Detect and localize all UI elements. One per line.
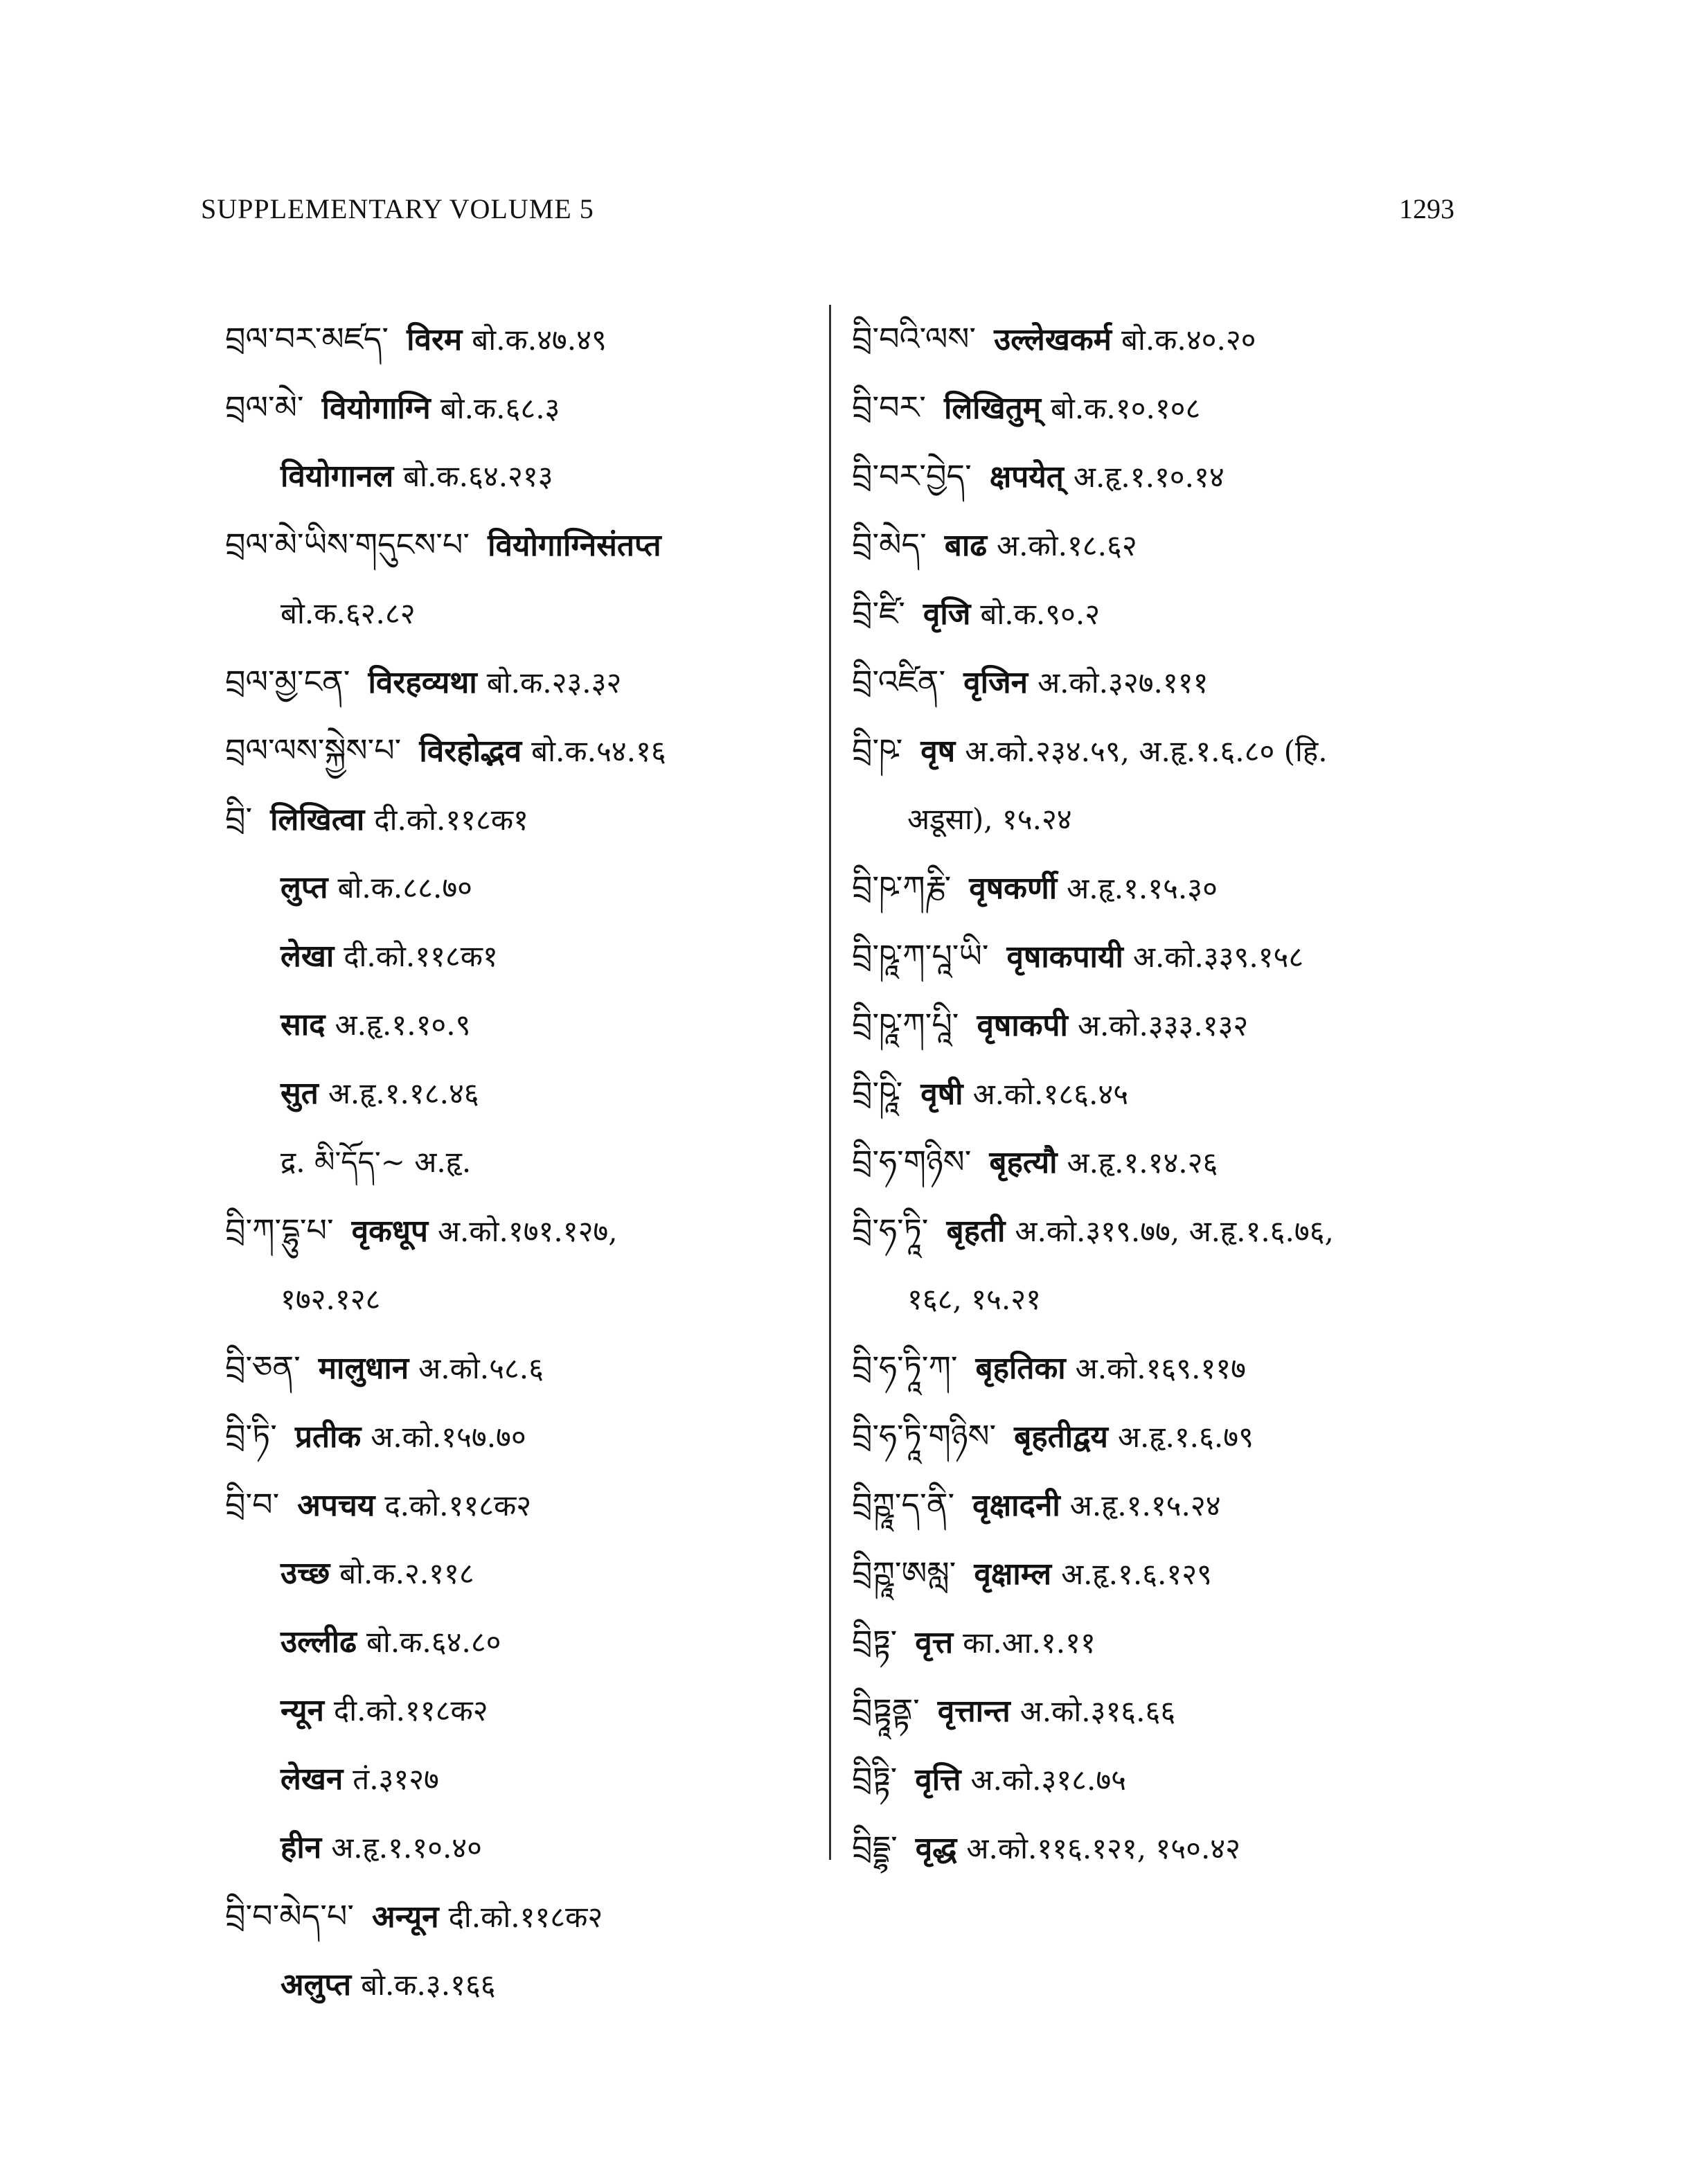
entry-line xyxy=(852,442,1475,511)
source-reference: दी.को.११८क१ xyxy=(374,803,528,837)
tibetan-headword: བྲིཀྵཱ་ཨམླ་ xyxy=(852,1554,956,1592)
tibetan-headword: བྲི་བ་ xyxy=(225,1486,280,1523)
tibetan-headword: བྲི་ཧ་གཉིས་ xyxy=(852,1143,972,1180)
entry-line xyxy=(225,511,807,579)
source-reference: बो.क.२.११८ xyxy=(339,1556,474,1590)
sanskrit-equivalent: वृत्त xyxy=(915,1625,954,1660)
sanskrit-equivalent: विरम xyxy=(407,322,463,357)
right-column xyxy=(852,305,1475,1882)
tibetan-headword: བྲི་ཥཱ་ཀ་པཱ་ཡི་ xyxy=(852,937,989,975)
left-column xyxy=(225,305,807,2019)
sanskrit-equivalent: वृषाकपी xyxy=(977,1008,1068,1043)
source-reference: अ.को.३२७.१११ xyxy=(1037,666,1209,700)
entry-line xyxy=(225,1402,807,1471)
entry-line xyxy=(225,305,807,373)
source-reference: अ.हृ.१.६.७९ xyxy=(1117,1420,1254,1454)
source-reference: तं.३१२७ xyxy=(353,1762,439,1796)
sanskrit-equivalent: बाढ xyxy=(944,528,988,563)
entry-line xyxy=(225,1813,807,1882)
entry-line xyxy=(852,1745,1475,1813)
entry-line xyxy=(225,1265,807,1333)
entry-line xyxy=(852,853,1475,922)
sanskrit-equivalent: लेखन xyxy=(280,1761,344,1797)
source-reference: अ.हृ.१.१५.३० xyxy=(1067,871,1218,905)
tibetan-headword: བྲི་ཥཱི་ xyxy=(852,1074,903,1112)
tibetan-headword: བྲི་ཧ་ཏཱི་ཀ་ xyxy=(852,1349,958,1386)
sanskrit-equivalent: लेखा xyxy=(280,939,335,974)
sanskrit-equivalent: वृजिन xyxy=(963,665,1028,700)
cross-reference: द्र. མི་དོད་~ अ.हृ. xyxy=(280,1145,472,1179)
source-reference: बो.क.४०.२० xyxy=(1121,323,1256,357)
source-reference: १६८, १५.२१ xyxy=(907,1282,1041,1316)
tibetan-headword: བྲི་ཧ་ཏཱི་གཉིས་ xyxy=(852,1417,997,1455)
sanskrit-equivalent: वृषकर्णी xyxy=(969,871,1058,906)
tibetan-headword: བྲི་བ་མེད་པ་ xyxy=(225,1897,355,1935)
entry-line xyxy=(852,1608,1475,1676)
entry-line xyxy=(852,1813,1475,1882)
sanskrit-equivalent: मालुधान xyxy=(318,1351,409,1386)
source-reference: १७२.१२८ xyxy=(280,1282,381,1316)
entry-line xyxy=(852,511,1475,579)
source-reference: अ.को.१६९.११७ xyxy=(1075,1351,1246,1385)
tibetan-headword: བྲིཀྵཱ་ད་ནི་ xyxy=(852,1486,955,1523)
tibetan-headword: བྲལ་ལས་སྐྱེས་པ་ xyxy=(225,731,402,769)
source-reference: अ.हृ.१.१८.४६ xyxy=(328,1076,479,1110)
entry-line xyxy=(225,648,807,716)
entry-line xyxy=(852,1539,1475,1608)
tibetan-headword: བྲི་ཅན་ xyxy=(225,1349,301,1386)
entry-line xyxy=(852,1128,1475,1196)
source-reference: बो.क.६२.८२ xyxy=(280,596,416,630)
sanskrit-equivalent: न्यून xyxy=(280,1693,324,1728)
source-reference: अ.को.१८६.४५ xyxy=(972,1077,1129,1111)
sanskrit-equivalent: वृषाकपायी xyxy=(1006,939,1123,975)
source-reference: अ.हृ.१.१०.४० xyxy=(331,1831,482,1865)
sanskrit-equivalent: वृष xyxy=(920,734,956,769)
entry-line xyxy=(852,922,1475,991)
sanskrit-equivalent: वृषी xyxy=(920,1076,963,1112)
sanskrit-equivalent: उल्लेखकर्म xyxy=(994,322,1112,357)
source-reference: अ.को.३३३.१३२ xyxy=(1077,1009,1249,1042)
sanskrit-equivalent: अपचय xyxy=(297,1488,375,1523)
entry-line xyxy=(225,1608,807,1676)
source-reference: अ.हृ.१.१०.१४ xyxy=(1073,460,1224,494)
source-reference: अ.हृ.१.१४.२६ xyxy=(1067,1146,1218,1180)
entry-line xyxy=(852,1059,1475,1128)
source-reference: बो.क.४७.४९ xyxy=(472,323,607,357)
sanskrit-equivalent: उल्लीढ xyxy=(280,1624,357,1660)
source-reference: बो.क.६४.८० xyxy=(366,1625,501,1659)
sanskrit-equivalent: उच्छ xyxy=(280,1556,330,1591)
entry-line xyxy=(852,1333,1475,1402)
sanskrit-equivalent: प्रतीक xyxy=(294,1419,362,1455)
entry-line xyxy=(225,579,807,648)
tibetan-headword: བྲིཏྟཱནྟ་ xyxy=(852,1692,920,1729)
entry-line xyxy=(225,1745,807,1813)
tibetan-headword: བྲི་འཛིན་ xyxy=(852,663,946,700)
sanskrit-equivalent: वृकधूप xyxy=(351,1214,428,1249)
sanskrit-equivalent: बृहती xyxy=(946,1214,1006,1249)
tibetan-headword: བྲལ་མེ་ཡིས་གདུངས་པ་ xyxy=(225,526,470,563)
entry-line xyxy=(225,991,807,1059)
entry-line xyxy=(225,1539,807,1608)
entry-line xyxy=(225,853,807,922)
entry-line xyxy=(852,1196,1475,1265)
page-header xyxy=(201,193,1454,241)
tibetan-headword: བྲི་ཛི་ xyxy=(852,594,905,632)
tibetan-headword: བྲི་མེད་ xyxy=(852,526,927,563)
sanskrit-equivalent: वियोगाग्निसंतप्त xyxy=(488,528,661,563)
source-reference: बो.क.५४.१६ xyxy=(531,734,666,768)
sanskrit-equivalent: सुत xyxy=(280,1076,319,1111)
sanskrit-equivalent: वृत्ति xyxy=(915,1762,961,1797)
sanskrit-equivalent: वियोगानल xyxy=(280,459,394,494)
running-head: SUPPLEMENTARY VOLUME 5 xyxy=(201,193,594,224)
source-reference: अ.को.५८.६ xyxy=(418,1351,544,1385)
tibetan-headword: བྲི་ཥ་ཀརྞི་ xyxy=(852,869,952,906)
tibetan-headword: བྲལ་བར་མཛད་ xyxy=(225,320,389,357)
entry-line xyxy=(225,1676,807,1745)
sanskrit-equivalent: वृद्ध xyxy=(915,1831,957,1866)
sanskrit-equivalent: बृहत्यौ xyxy=(989,1145,1058,1180)
tibetan-headword: བྲི་ཥ་ xyxy=(852,731,903,769)
source-reference: अडूसा), १५.२४ xyxy=(907,802,1072,836)
sanskrit-equivalent: विरहोद्भव xyxy=(419,734,522,769)
entry-line xyxy=(225,785,807,853)
tibetan-headword: བྲལ་མྱ་ངན་ xyxy=(225,663,350,700)
sanskrit-equivalent: लुप्त xyxy=(280,870,328,905)
source-reference: दी.को.११८क२ xyxy=(448,1900,603,1934)
source-reference: बो.क.१०.१०८ xyxy=(1050,391,1201,425)
entry-line xyxy=(852,1265,1475,1333)
tibetan-headword: བྲིཏྟ་ xyxy=(852,1623,898,1660)
entry-line xyxy=(852,1676,1475,1745)
source-reference: अ.को.१७१.१२७, xyxy=(437,1214,618,1248)
sanskrit-equivalent: लिखित्वा xyxy=(270,802,365,837)
entry-line xyxy=(852,785,1475,853)
entry-line xyxy=(225,922,807,991)
sanskrit-equivalent: वृजि xyxy=(923,596,971,632)
entry-line xyxy=(852,579,1475,648)
sanskrit-equivalent: अन्यून xyxy=(372,1899,439,1935)
source-reference: दी.को.११८क१ xyxy=(344,939,498,973)
sanskrit-equivalent: वृक्षाम्ल xyxy=(974,1556,1052,1592)
sanskrit-equivalent: वृक्षादनी xyxy=(972,1488,1060,1523)
entry-line xyxy=(225,373,807,442)
tibetan-headword: བྲི་བར་བྱེད་ xyxy=(852,457,972,495)
source-reference: अ.हृ.१.१०.९ xyxy=(335,1008,471,1042)
tibetan-headword: བྲི་ xyxy=(225,800,253,837)
source-reference: अ.को.१८.६२ xyxy=(997,529,1137,562)
sanskrit-equivalent: लिखितुम् xyxy=(943,391,1041,426)
tibetan-headword: བྲི་ཧ་ཏཱི་ xyxy=(852,1211,929,1249)
entry-line xyxy=(852,373,1475,442)
tibetan-headword: བྲི་ཀ་དྷུ་པ་ xyxy=(225,1211,334,1249)
sanskrit-equivalent: साद xyxy=(280,1007,326,1042)
source-reference: अ.को.३१९.७७, अ.हृ.१.६.७६, xyxy=(1015,1214,1334,1248)
entry-line xyxy=(225,1059,807,1128)
source-reference: अ.को.२३४.५९, अ.हृ.१.६.८० (हि. xyxy=(965,734,1328,768)
source-reference: बो.क.६४.२१३ xyxy=(403,459,553,493)
sanskrit-equivalent: हीन xyxy=(280,1830,322,1865)
sanskrit-equivalent: बृहतीद्वय xyxy=(1014,1419,1108,1455)
entry-line xyxy=(225,1951,807,2019)
entry-line xyxy=(852,305,1475,373)
entry-line xyxy=(852,716,1475,785)
source-reference: अ.हृ.१.१५.२४ xyxy=(1069,1489,1221,1522)
sanskrit-equivalent: वियोगाग्नि xyxy=(321,391,431,426)
entry-line xyxy=(852,991,1475,1059)
source-reference: बो.क.३.१६६ xyxy=(361,1968,496,2002)
column-divider xyxy=(829,305,831,1860)
entry-line xyxy=(225,1196,807,1265)
entry-line xyxy=(225,1333,807,1402)
sanskrit-equivalent: विरहव्यथा xyxy=(368,665,477,700)
entry-line xyxy=(852,1471,1475,1539)
tibetan-headword: བྲི་ཥཱ་ཀ་པཱི་ xyxy=(852,1006,959,1043)
entry-line xyxy=(225,1471,807,1539)
entry-line xyxy=(225,716,807,785)
page-number: 1293 xyxy=(1399,193,1454,224)
source-reference: बो.क.८८.७० xyxy=(337,871,472,905)
source-reference: अ.को.११६.१२१, १५०.४२ xyxy=(966,1831,1240,1865)
sanskrit-equivalent: अलुप्त xyxy=(280,1967,352,2003)
source-reference: अ.को.३३९.१५८ xyxy=(1132,940,1304,974)
tibetan-headword: བྲི་ཏི་ xyxy=(225,1417,277,1455)
source-reference: दी.को.११८क२ xyxy=(333,1694,488,1728)
source-reference: का.आ.१.११ xyxy=(963,1626,1096,1660)
tibetan-headword: བྲི་བའི་ལས་ xyxy=(852,320,977,357)
source-reference: द.को.११८क२ xyxy=(384,1489,532,1522)
entry-line xyxy=(225,1128,807,1196)
source-reference: बो.क.९०.२ xyxy=(980,597,1101,631)
source-reference: अ.को.१५७.७० xyxy=(371,1420,526,1454)
source-reference: अ.को.३१८.७५ xyxy=(970,1763,1127,1797)
entry-line xyxy=(225,1882,807,1951)
source-reference: अ.को.३१६.६६ xyxy=(1019,1694,1176,1728)
entry-line xyxy=(852,1402,1475,1471)
tibetan-headword: བྲིདྡྷ་ xyxy=(852,1829,898,1866)
tibetan-headword: བྲིཏྟི་ xyxy=(852,1760,898,1797)
entry-line xyxy=(225,442,807,511)
entry-line xyxy=(852,648,1475,716)
source-reference: अ.हृ.१.६.१२९ xyxy=(1061,1557,1212,1591)
source-reference: बो.क.६८.३ xyxy=(440,391,560,425)
tibetan-headword: བྲི་བར་ xyxy=(852,389,926,426)
source-reference: बो.क.२३.३२ xyxy=(486,666,622,700)
sanskrit-equivalent: क्षपयेत् xyxy=(989,459,1064,495)
sanskrit-equivalent: बृहतिका xyxy=(975,1351,1066,1386)
tibetan-headword: བྲལ་མེ་ xyxy=(225,389,304,426)
sanskrit-equivalent: वृत्तान्त xyxy=(937,1694,1010,1729)
